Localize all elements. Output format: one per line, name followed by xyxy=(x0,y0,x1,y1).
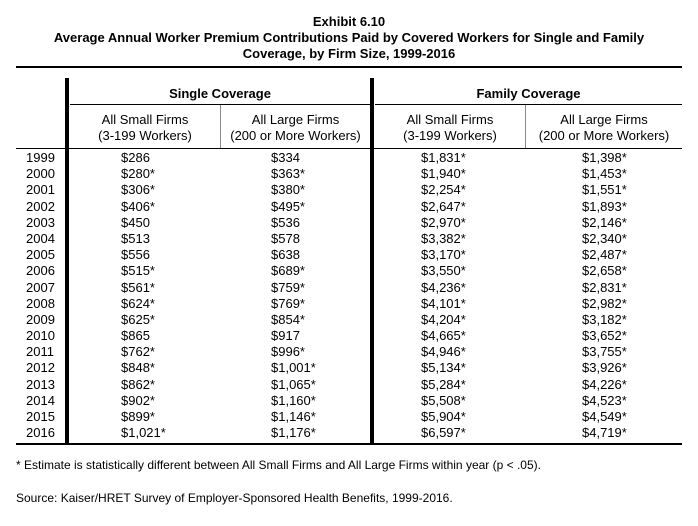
exhibit-title xyxy=(0,14,698,62)
table-cell: $2,647* xyxy=(421,198,466,214)
table-cell: $2,658* xyxy=(582,263,627,279)
table-cell: $4,101* xyxy=(421,295,466,311)
table-cell: $3,170* xyxy=(421,247,466,263)
column-header-family-large: All Large Firms (200 or More Workers) xyxy=(538,112,670,143)
table-cell: $624* xyxy=(121,295,155,311)
table-cell: $1,551* xyxy=(582,182,627,198)
table-cell: $4,204* xyxy=(421,311,466,327)
table-cell: $334 xyxy=(271,150,300,165)
source-note: Source: Kaiser/HRET Survey of Employer-Sponsored Health Benefits, 1999-2016. xyxy=(16,491,453,505)
table-cell: $4,665* xyxy=(421,328,466,344)
column-header-single-large: All Large Firms (200 or More Workers) xyxy=(230,112,361,143)
row-year: 2014 xyxy=(26,392,55,408)
table-row xyxy=(16,247,682,263)
row-year: 1999 xyxy=(26,150,55,165)
exhibit-heading-line2: Coverage, by Firm Size, 1999-2016 xyxy=(242,46,456,61)
table-cell: $515* xyxy=(121,263,155,279)
table-cell: $3,652* xyxy=(582,328,627,344)
table-cell: $854* xyxy=(271,311,305,327)
table-cell: $450 xyxy=(121,214,150,230)
table-cell: $5,508* xyxy=(421,392,466,408)
table-cell: $4,719* xyxy=(582,425,627,441)
table-cell: $578 xyxy=(271,230,300,246)
table-cell: $3,755* xyxy=(582,344,627,360)
table-row xyxy=(16,360,682,376)
table-cell: $2,487* xyxy=(582,247,627,263)
table-cell: $3,182* xyxy=(582,311,627,327)
table-cell: $902* xyxy=(121,392,155,408)
table-cell: $4,236* xyxy=(421,279,466,295)
table-cell: $561* xyxy=(121,279,155,295)
row-year: 2012 xyxy=(26,360,55,376)
table-row xyxy=(16,182,682,198)
table-row xyxy=(16,328,682,344)
row-year: 2007 xyxy=(26,279,55,295)
table-cell: $513 xyxy=(121,230,150,246)
exhibit-number: Exhibit 6.10 xyxy=(312,14,386,29)
table-cell: $2,982* xyxy=(582,295,627,311)
row-year: 2006 xyxy=(26,263,55,279)
row-year: 2005 xyxy=(26,247,55,263)
table-row xyxy=(16,377,682,393)
row-year: 2016 xyxy=(26,425,55,441)
table-row xyxy=(16,409,682,425)
table-row xyxy=(16,215,682,231)
table-cell: $638 xyxy=(271,247,300,263)
title-divider xyxy=(16,66,682,68)
table-cell: $5,134* xyxy=(421,360,466,376)
table-cell: $689* xyxy=(271,263,305,279)
column-header-single-small: All Small Firms (3-199 Workers) xyxy=(98,112,192,143)
table-row xyxy=(16,393,682,409)
table-cell: $1,021* xyxy=(121,425,166,441)
family-coverage-header: Family Coverage xyxy=(476,86,581,101)
table-cell: $4,946* xyxy=(421,344,466,360)
row-year: 2003 xyxy=(26,214,55,230)
table-row xyxy=(16,150,682,166)
row-year: 2002 xyxy=(26,198,55,214)
table-cell: $1,893* xyxy=(582,198,627,214)
table-row xyxy=(16,344,682,360)
table-cell: $862* xyxy=(121,376,155,392)
table-cell: $380* xyxy=(271,182,305,198)
row-year: 2000 xyxy=(26,166,55,182)
table-cell: $2,831* xyxy=(582,279,627,295)
table-cell: $1,146* xyxy=(271,409,316,424)
table-cell: $4,549* xyxy=(582,409,627,424)
row-year: 2004 xyxy=(26,230,55,246)
table-cell: $3,926* xyxy=(582,360,627,376)
table-row xyxy=(16,312,682,328)
table-cell: $4,523* xyxy=(582,392,627,408)
table-cell: $996* xyxy=(271,344,305,360)
table-cell: $2,340* xyxy=(582,230,627,246)
single-coverage-header: Single Coverage xyxy=(169,86,271,101)
table-cell: $759* xyxy=(271,279,305,295)
table-bottom-rule xyxy=(16,443,682,445)
table-cell: $865 xyxy=(121,328,150,344)
table-cell: $1,398* xyxy=(582,150,627,165)
table-row xyxy=(16,263,682,279)
table-cell: $556 xyxy=(121,247,150,263)
table-row xyxy=(16,296,682,312)
table-cell: $1,176* xyxy=(271,425,316,441)
table-cell: $1,001* xyxy=(271,360,316,376)
table-cell: $1,831* xyxy=(421,150,466,165)
row-year: 2001 xyxy=(26,182,55,198)
table-row xyxy=(16,280,682,296)
table-cell: $5,284* xyxy=(421,376,466,392)
table-cell: $5,904* xyxy=(421,409,466,424)
table-cell: $1,453* xyxy=(582,166,627,182)
footnote: * Estimate is statistically different between All Small Firms and All Large Firms within year (p < .05). xyxy=(16,458,541,472)
table-cell: $769* xyxy=(271,295,305,311)
table-cell: $2,146* xyxy=(582,214,627,230)
table-cell: $3,382* xyxy=(421,230,466,246)
table-cell: $917 xyxy=(271,328,300,344)
table-cell: $848* xyxy=(121,360,155,376)
row-year: 2008 xyxy=(26,295,55,311)
table-row xyxy=(16,231,682,247)
table-cell: $1,065* xyxy=(271,376,316,392)
table-cell: $1,940* xyxy=(421,166,466,182)
column-header-family-small: All Small Firms (3-199 Workers) xyxy=(403,112,497,143)
table-cell: $406* xyxy=(121,198,155,214)
table-row xyxy=(16,199,682,215)
family-coverage-rule xyxy=(375,104,682,105)
table-cell: $625* xyxy=(121,311,155,327)
table-cell: $363* xyxy=(271,166,305,182)
table-cell: $3,550* xyxy=(421,263,466,279)
table-cell: $495* xyxy=(271,198,305,214)
row-year: 2013 xyxy=(26,376,55,392)
table-cell: $4,226* xyxy=(582,376,627,392)
table-cell: $6,597* xyxy=(421,425,466,441)
row-year: 2011 xyxy=(26,344,54,360)
table-row xyxy=(16,166,682,182)
table-cell: $2,254* xyxy=(421,182,466,198)
row-year: 2009 xyxy=(26,311,55,327)
table-cell: $536 xyxy=(271,214,300,230)
table-cell: $2,970* xyxy=(421,214,466,230)
table-row xyxy=(16,425,682,441)
row-year: 2015 xyxy=(26,409,55,424)
header-divider xyxy=(16,148,682,149)
table-cell: $1,160* xyxy=(271,392,316,408)
data-table-body xyxy=(16,150,682,441)
exhibit-heading-line1: Average Annual Worker Premium Contributions Paid by Covered Workers for Single and Family xyxy=(53,30,645,45)
table-cell: $306* xyxy=(121,182,155,198)
table-cell: $762* xyxy=(121,344,155,360)
table-cell: $899* xyxy=(121,409,155,424)
row-year: 2010 xyxy=(26,328,55,344)
table-cell: $286 xyxy=(121,150,150,165)
table-cell: $280* xyxy=(121,166,155,182)
